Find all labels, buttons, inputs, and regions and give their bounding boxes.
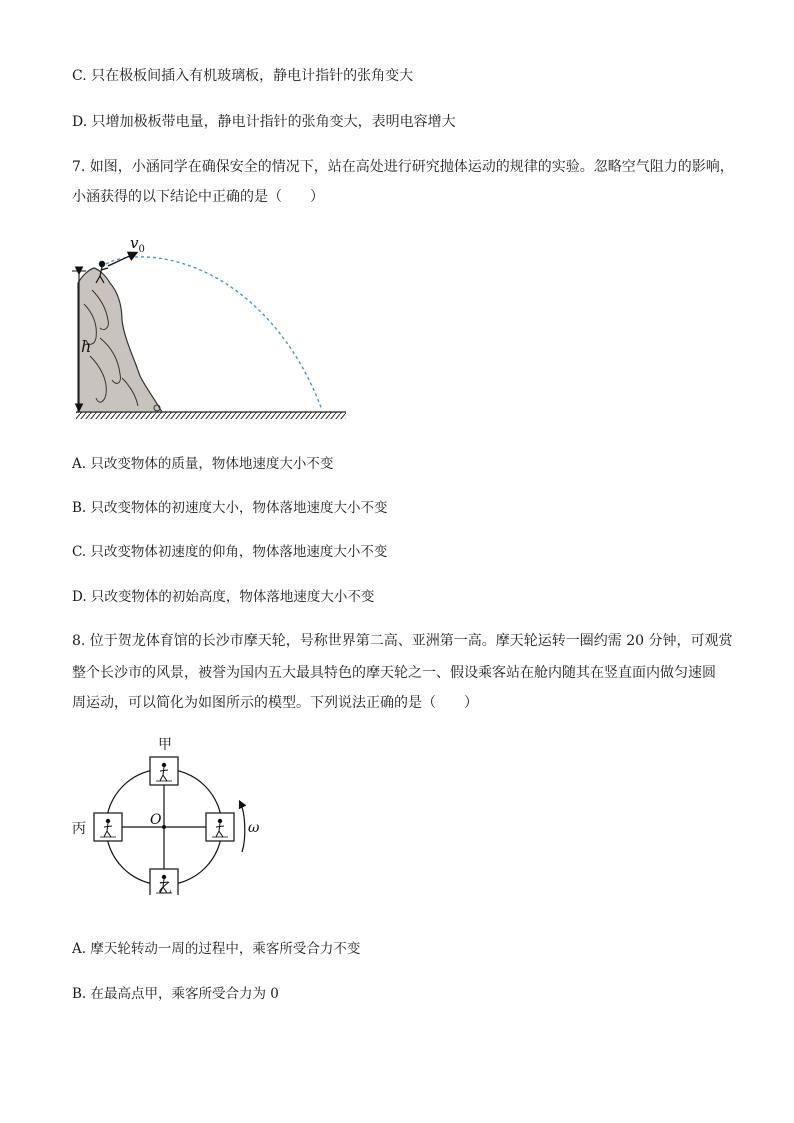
q7-stem-line2: 小涵获得的以下结论中正确的是（ ） [72, 189, 324, 205]
cabin-right [206, 813, 234, 841]
q6-option-d: D. 只增加极板带电量，静电计指针的张角变大，表明电容增大 [72, 114, 456, 130]
q7-option-d: D. 只改变物体的初始高度，物体落地速度大小不变 [72, 589, 375, 605]
q8-stem-line2: 整个长沙市的风景，被誉为国内五大最具特色的摩天轮之一、假设乘客站在舱内随其在竖直面内做匀速圆 [72, 665, 716, 681]
label-jia: 甲 [158, 737, 172, 753]
height-label: h [81, 337, 92, 356]
rotation-arrow [240, 802, 245, 852]
q8-stem-line3: 周运动，可以简化为如图所示的模型。下列说法正确的是（ ） [72, 695, 478, 711]
q7-option-b: B. 只改变物体的初速度大小，物体落地速度大小不变 [72, 500, 388, 516]
label-yi: 乙 [158, 881, 172, 895]
q7-stem-line1: 7. 如图，小涵同学在确保安全的情况下，站在高处进行研究抛体运动的规律的实验。忽略空气阻力的影响， [72, 159, 734, 175]
label-omega: ω [248, 820, 260, 836]
q8-option-b: B. 在最高点甲，乘客所受合力为 0 [72, 986, 279, 1002]
q8-ferris-wheel-figure [70, 730, 270, 895]
label-bing: 丙 [72, 821, 86, 837]
cabin-top [150, 757, 178, 785]
q8-stem-line1: 8. 位于贺龙体育馆的长沙市摩天轮，号称世界第二高、亚洲第一高。摩天轮运转一圈约需 20 分钟，可观赏 [72, 633, 733, 649]
q7-option-a: A. 只改变物体的质量，物体地速度大小不变 [72, 456, 334, 472]
q6-option-c: C. 只在极板间插入有机玻璃板，静电计指针的张角变大 [72, 68, 414, 84]
cabin-left [94, 813, 122, 841]
velocity-label: $v_0$ [130, 234, 145, 255]
q8-option-a: A. 摩天轮转动一周的过程中，乘客所受合力不变 [72, 941, 361, 957]
q7-projectile-figure [70, 228, 360, 428]
label-o: O [150, 812, 162, 828]
ground-hatch [76, 412, 346, 419]
q7-option-c: C. 只改变物体初速度的仰角，物体落地速度大小不变 [72, 544, 388, 560]
velocity-arrow [108, 253, 136, 266]
